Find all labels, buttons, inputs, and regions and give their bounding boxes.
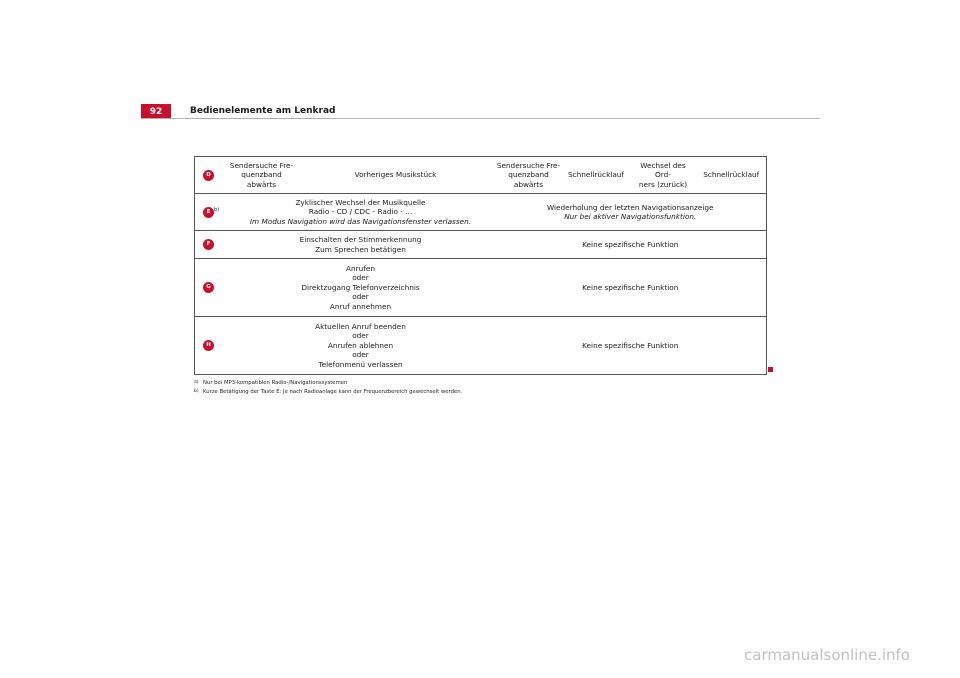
cell-line: Einschalten der Stimmerkennung [299,235,422,244]
button-g-icon: G [203,282,214,293]
button-h-icon: H [203,340,214,351]
key-cell [195,194,227,231]
cell-line: Aktuellen Anruf beenden [315,321,406,331]
cell-line: Im Modus Navigation wird das Navigationsfenster verlassen. [249,216,472,226]
footnote [194,380,347,386]
section-end-marker [768,367,773,372]
page-number: 92 [141,104,171,119]
footnote-text: Kurze Betätigung der Taste E: Je nach Radioanlage kann der Frequenzbereich gewechselt werden. [203,389,463,395]
cell-line: quenzband [508,170,549,180]
button-d-icon: D [203,170,214,181]
table-cell [227,194,495,231]
table-cell: Keine spezifische Funktion [495,317,767,375]
table-cell [495,157,563,194]
key-cell [195,231,227,259]
cell-line: Sendersuche Fre- [496,160,561,170]
cell-line: Zyklischer Wechsel der Musikquelle [295,197,426,207]
footnote [194,389,462,395]
control-function-table [194,156,767,375]
cell-line: Zum Sprechen betätigen [315,244,406,254]
cell-line: quenzband [241,170,282,180]
footnote-ref: b) [214,206,220,213]
button-e-icon: E [203,207,214,218]
footnote-mark: a) [194,380,199,385]
table-row [195,194,767,231]
table-cell [630,157,697,194]
watermark: carmanualsonline.info [744,646,910,664]
footnote-text: Nur bei MP3-kompatiblen Radio-/Navigationssystemen [203,380,348,386]
table-cell: Keine spezifische Funktion [495,259,767,317]
cell-line: ners (zurück) [638,179,688,189]
table-row [195,317,767,375]
key-cell [195,259,227,317]
table-cell: Keine spezifische Funktion [495,231,767,259]
table-cell [227,231,495,259]
cell-line: Direktzugang Telefonverzeichnis [301,282,420,292]
cell-line: Telefonmenü verlassen [318,359,403,369]
table-row [195,259,767,317]
table-row [195,157,767,194]
cell-line: oder [352,292,369,302]
header-divider [141,118,820,119]
table-cell: Schnellrücklauf [697,157,767,194]
table-cell [227,317,495,375]
table-row [195,231,767,259]
cell-line: Nur bei aktiver Navigationsfunktion. [564,212,697,221]
cell-line: Sendersuche Fre- [229,160,294,170]
table-cell: Schnellrücklauf [563,157,630,194]
cell-line: Anrufen [346,263,375,273]
cell-line: Anrufen ablehnen [327,340,394,350]
key-cell [195,317,227,375]
cell-line: Radio - CD / CDC - Radio - ... [308,207,413,217]
table-cell [227,259,495,317]
cell-line: oder [352,273,369,283]
table-cell [227,157,297,194]
table-cell [495,194,767,231]
page-title: Bedienelemente am Lenkrad [190,106,336,116]
cell-line: Anruf annehmen [329,301,392,311]
table-cell: Vorheriges Musikstück [297,157,495,194]
cell-line: abwärts [246,179,277,189]
key-cell [195,157,227,194]
footnote-mark: b) [194,389,199,394]
cell-line: oder [352,331,369,341]
cell-line: Wiederholung der letzten Navigationsanzeige [546,202,714,212]
cell-line: Wechsel des Ord- [640,160,686,180]
button-f-icon: F [203,239,214,250]
cell-line: oder [352,350,369,360]
cell-line: abwärts [513,179,544,189]
